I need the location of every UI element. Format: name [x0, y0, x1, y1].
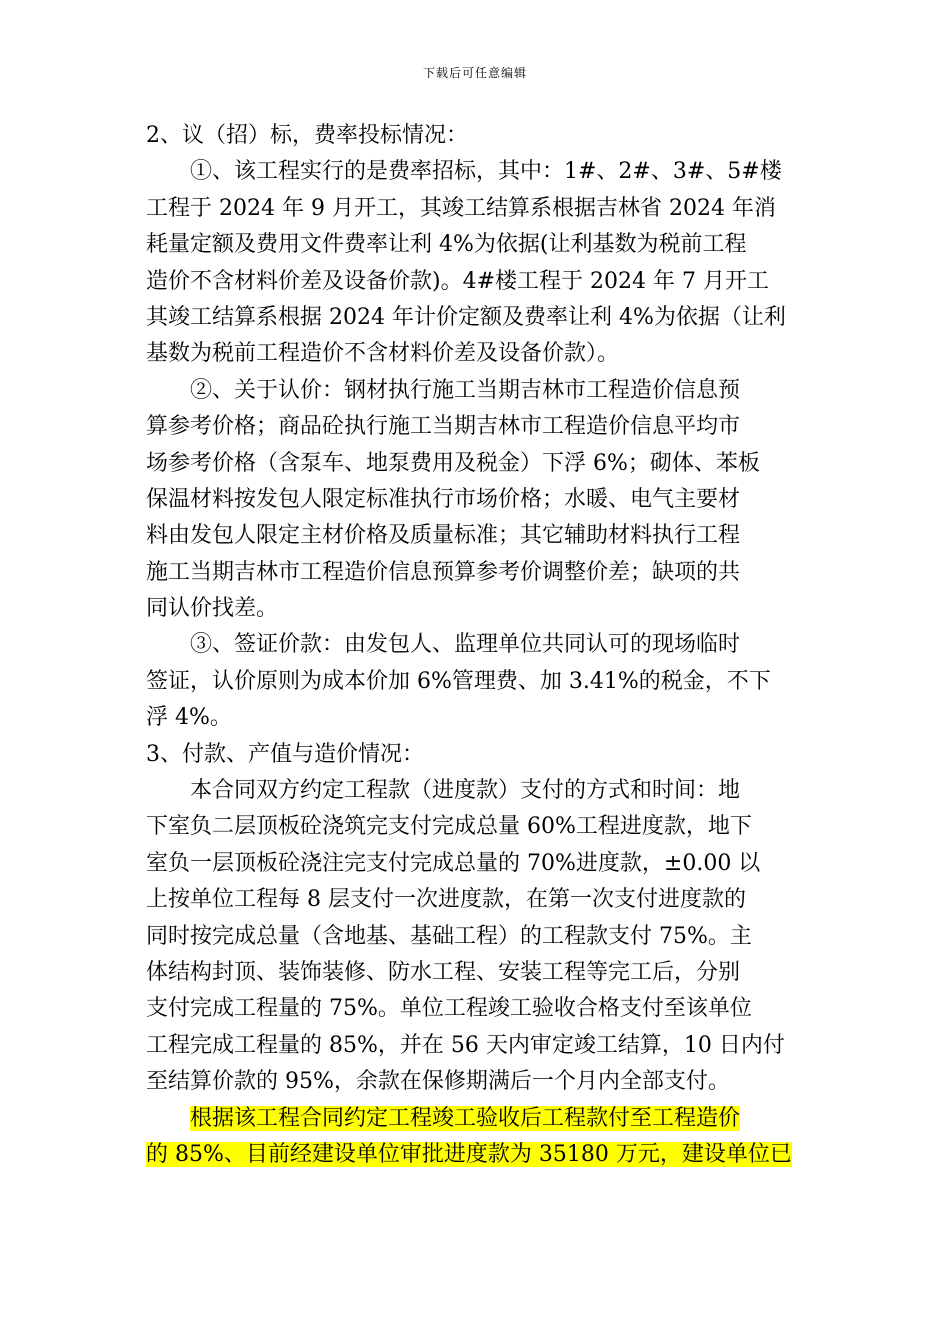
text-line — [146, 627, 806, 663]
text-line — [146, 409, 806, 445]
line-text: ①、该工程实行的是费率招标，其中：1#、2#、3#、5#楼 — [190, 159, 782, 185]
line-text: 上按单位工程每 8 层支付一次进度款，在第一次支付进度款的 — [146, 887, 746, 913]
text-line — [146, 991, 806, 1027]
line-text: 室负一层顶板砼浇注完支付完成总量的 70%进度款，±0.00 以 — [146, 850, 761, 876]
line-text: 浮 4%。 — [146, 705, 232, 731]
highlighted-text: 根据该工程合同约定工程竣工验收后工程款付至工程造价 — [190, 1105, 741, 1131]
line-text: 施工当期吉林市工程造价信息预算参考价调整价差；缺项的共 — [146, 559, 741, 585]
text-line — [146, 919, 806, 955]
line-text: 耗量定额及费用文件费率让利 4%为依据(让利基数为税前工程 — [146, 232, 747, 258]
document-body — [146, 118, 806, 1173]
line-text: 同时按完成总量（含地基、基础工程）的工程款支付 75%。主 — [146, 923, 752, 949]
text-line — [146, 555, 806, 591]
line-text: 场参考价格（含泵车、地泵费用及税金）下浮 6%；砌体、苯板 — [146, 450, 760, 476]
line-text: 其竣工结算系根据 2024 年计价定额及费率让利 4%为依据（让利 — [146, 304, 786, 330]
text-line — [146, 809, 806, 845]
line-text: 算参考价格；商品砼执行施工当期吉林市工程造价信息平均市 — [146, 414, 741, 440]
line-text: 3、付款、产值与造价情况： — [146, 741, 424, 767]
line-text: 签证，认价原则为成本价加 6%管理费、加 3.41%的税金，不下 — [146, 668, 771, 694]
text-line — [146, 336, 806, 372]
line-text: 本合同双方约定工程款（进度款）支付的方式和时间：地 — [190, 778, 741, 804]
line-text: 支付完成工程量的 75%。单位工程竣工验收合格支付至该单位 — [146, 996, 752, 1022]
line-text: 工程完成工程量的 85%，并在 56 天内审定竣工结算，10 日内付 — [146, 1032, 785, 1058]
line-text: 造价不含材料价差及设备价款)。4#楼工程于 2024 年 7 月开工 — [146, 268, 769, 294]
text-line — [146, 1064, 806, 1100]
line-text: 2、议（招）标，费率投标情况： — [146, 123, 468, 148]
line-text: 料由发包人限定主材价格及质量标准；其它辅助材料执行工程 — [146, 523, 741, 549]
line-text: ②、关于认价：钢材执行施工当期吉林市工程造价信息预 — [190, 377, 741, 403]
text-line — [146, 300, 806, 336]
line-text: 工程于 2024 年 9 月开工，其竣工结算系根据吉林省 2024 年消 — [146, 195, 776, 221]
line-text: ③、签证价款：由发包人、监理单位共同认可的现场临时 — [190, 632, 741, 658]
text-line — [146, 264, 806, 300]
text-line — [146, 154, 806, 190]
line-text: 基数为税前工程造价不含材料价差及设备价款）。 — [146, 341, 620, 367]
text-line — [146, 1028, 806, 1064]
text-line — [146, 737, 806, 773]
line-text: 同认价找差。 — [146, 596, 279, 622]
highlighted-text: 的 85%、目前经建设单位审批进度款为 35180 万元，建设单位已 — [146, 1141, 792, 1167]
line-text: 至结算价款的 95%，余款在保修期满后一个月内全部支付。 — [146, 1069, 730, 1095]
text-line — [146, 191, 806, 227]
text-line — [146, 773, 806, 809]
text-line — [146, 482, 806, 518]
text-line — [146, 664, 806, 700]
text-line — [146, 591, 806, 627]
text-line — [146, 955, 806, 991]
text-line — [146, 373, 806, 409]
text-line — [146, 446, 806, 482]
text-line — [146, 518, 806, 554]
text-line — [146, 882, 806, 918]
text-line — [146, 700, 806, 736]
text-line — [146, 227, 806, 263]
text-line — [146, 1137, 806, 1173]
line-text: 体结构封顶、装饰装修、防水工程、安装工程等完工后，分别 — [146, 959, 741, 985]
text-line — [146, 118, 806, 154]
text-line — [146, 1101, 806, 1137]
line-text: 下室负二层顶板砼浇筑完支付完成总量 60%工程进度款，地下 — [146, 814, 752, 840]
text-line — [146, 846, 806, 882]
page-header: 下载后可任意编辑 — [422, 66, 527, 80]
line-text: 保温材料按发包人限定标准执行市场价格；水暖、电气主要材 — [146, 486, 741, 512]
